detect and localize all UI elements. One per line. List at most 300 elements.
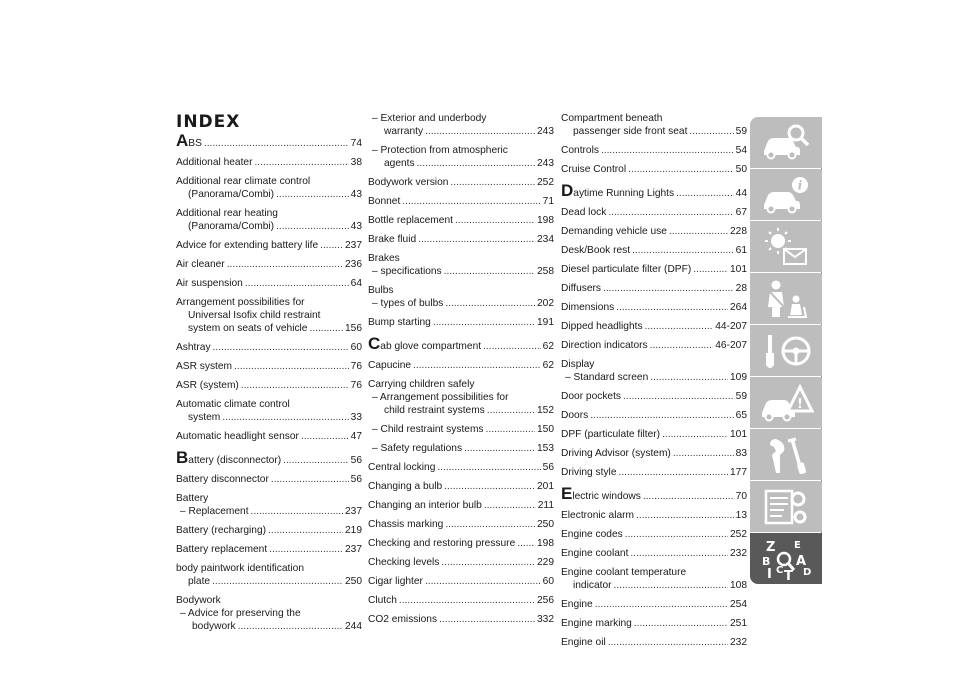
dot-leader (439, 613, 535, 626)
dot-leader (603, 282, 734, 295)
index-letter-i: I (767, 566, 772, 581)
dot-leader (227, 258, 343, 271)
index-entry-text: Universal Isofix child restraint (188, 310, 321, 321)
page-number: 13 (735, 510, 747, 521)
dot-leader (487, 404, 535, 417)
index-entry[interactable] (176, 175, 362, 201)
page-number: 54 (735, 145, 747, 156)
dot-leader (650, 339, 714, 352)
index-entry[interactable] (368, 359, 554, 372)
index-entry[interactable] (561, 636, 747, 649)
index-entry-text: Changing a bulb (368, 481, 443, 492)
page-number: 43 (350, 221, 362, 232)
page-number: 198 (537, 538, 554, 549)
dot-leader (212, 575, 343, 588)
index-entry-text: – Safety regulations (372, 443, 463, 454)
index-entry-text: agents (384, 158, 415, 169)
index-entry[interactable] (176, 258, 362, 271)
index-entry[interactable] (176, 156, 362, 169)
index-entry[interactable] (561, 466, 747, 479)
index-entry-text: Diffusers (561, 283, 602, 294)
index-entry[interactable] (176, 131, 362, 150)
dot-leader (517, 537, 535, 550)
index-entry[interactable] (176, 562, 362, 588)
index-entry-text: DPF (particulate filter) (561, 429, 661, 440)
index-entry-text: – Arrangement possibilities for (372, 392, 509, 403)
dot-leader (608, 636, 728, 649)
dot-leader (601, 144, 734, 157)
dot-leader (254, 156, 348, 169)
page-number: 264 (730, 302, 747, 313)
dot-leader (608, 206, 733, 219)
page-number: 153 (537, 443, 554, 454)
page-number: 74 (350, 138, 362, 149)
index-entry-text: Additional rear climate control (176, 176, 311, 187)
index-entry-text: Carrying children safely (368, 379, 475, 390)
index-entry[interactable] (176, 448, 362, 467)
index-entry-text: Additional rear heating (176, 208, 278, 219)
dot-leader (625, 528, 728, 541)
index-entry[interactable] (368, 423, 554, 436)
page-number: 191 (537, 317, 554, 328)
index-entry-text: Battery replacement (176, 544, 268, 555)
index-entry[interactable] (176, 543, 362, 556)
index-entry-text: system on seats of vehicle (188, 323, 308, 334)
index-entry[interactable] (561, 547, 747, 560)
index-entry[interactable] (561, 339, 747, 352)
index-entry[interactable] (561, 409, 747, 422)
page-number: 243 (537, 126, 554, 137)
index-entry[interactable] (368, 144, 554, 170)
page-number: 46-207 (715, 340, 747, 351)
index-entry-text: Central locking (368, 462, 436, 473)
page-number: 44-207 (715, 321, 747, 332)
page-number: 62 (542, 360, 554, 371)
index-entry-text: Checking and restoring pressure (368, 538, 516, 549)
car-search-icon (758, 121, 814, 165)
page-number: 237 (345, 506, 362, 517)
dot-leader (425, 575, 541, 588)
index-entry[interactable] (368, 613, 554, 626)
dot-leader (222, 411, 348, 424)
index-entry[interactable] (368, 316, 554, 329)
index-entry[interactable] (176, 379, 362, 392)
page-number: 33 (350, 412, 362, 423)
index-entry[interactable] (368, 233, 554, 246)
dot-leader (269, 543, 343, 556)
dot-leader (643, 490, 734, 503)
index-entry-text: Dead lock (561, 207, 607, 218)
index-entry[interactable] (368, 556, 554, 569)
index-entry[interactable] (561, 206, 747, 219)
page-title: INDEX (176, 112, 241, 132)
index-entry[interactable] (176, 277, 362, 290)
index-entry-text: Dipped headlights (561, 321, 643, 332)
index-entry-text: attery (disconnector) (188, 455, 282, 466)
index-entry-text: Compartment beneath (561, 113, 663, 124)
index-entry[interactable] (368, 518, 554, 531)
index-entry[interactable] (176, 341, 362, 354)
section-initial-letter: E (561, 484, 573, 503)
index-column-3 (561, 112, 747, 655)
page-number: 177 (730, 467, 747, 478)
dot-leader (417, 157, 535, 170)
index-entry[interactable] (561, 566, 747, 592)
index-entry[interactable] (368, 176, 554, 189)
index-entry-text: Battery disconnector (176, 474, 269, 485)
index-entry[interactable] (561, 244, 747, 257)
index-entry-text: Changing an interior bulb (368, 500, 482, 511)
index-entry[interactable] (561, 598, 747, 611)
dot-leader (238, 620, 343, 633)
index-entry-text: – Exterior and underbody (372, 113, 487, 124)
index-entry-text: Engine marking (561, 618, 632, 629)
page-number: 101 (730, 429, 747, 440)
dot-leader (399, 594, 535, 607)
page-number: 43 (350, 189, 362, 200)
page-number: 258 (537, 266, 554, 277)
dot-leader (464, 442, 535, 455)
dot-leader (630, 547, 728, 560)
index-entry-text: system (188, 412, 221, 423)
dot-leader (595, 598, 728, 611)
car-info-icon (758, 173, 814, 217)
index-entry-text: warranty (384, 126, 424, 137)
dot-leader (445, 297, 535, 310)
index-entry-text: (Panorama/Combi) (188, 189, 275, 200)
index-entry-text: indicator (573, 580, 612, 591)
page-number: 229 (537, 557, 554, 568)
page-number: 236 (345, 259, 362, 270)
index-entry[interactable] (368, 284, 554, 310)
index-entry[interactable] (176, 473, 362, 486)
page-number: 234 (537, 234, 554, 245)
index-entry[interactable] (561, 163, 747, 176)
index-entry-text: Battery (recharging) (176, 525, 267, 536)
index-entry[interactable] (561, 509, 747, 522)
index-entry[interactable] (561, 390, 747, 403)
dot-leader (418, 233, 535, 246)
page-number: 108 (730, 580, 747, 591)
index-entry-text: Battery (176, 493, 209, 504)
index-entry[interactable] (368, 594, 554, 607)
dot-leader (213, 341, 349, 354)
dot-leader (632, 244, 734, 257)
dot-leader (204, 137, 349, 150)
index-entry-text: aytime Running Lights (573, 188, 675, 199)
index-entry-text: ASR system (176, 361, 233, 372)
index-entry-text: Clutch (368, 595, 397, 606)
dot-leader (669, 225, 728, 238)
index-entry-text: Driving Advisor (system) (561, 448, 671, 459)
page-number: 50 (735, 164, 747, 175)
dot-leader (241, 379, 349, 392)
page-number: 251 (730, 618, 747, 629)
index-entry-text: Doors (561, 410, 589, 421)
page-number: 150 (537, 424, 554, 435)
dot-leader (483, 340, 541, 353)
index-letter-c: C (776, 564, 784, 576)
tab-index[interactable] (750, 533, 822, 584)
dot-leader (484, 499, 536, 512)
section-tabs (750, 117, 822, 585)
index-entry[interactable] (561, 428, 747, 441)
svg-text:i: i (797, 178, 803, 192)
dot-leader (636, 509, 734, 522)
index-entry-text: Diesel particulate filter (DPF) (561, 264, 692, 275)
index-entry[interactable] (561, 484, 747, 503)
page-number: 156 (345, 323, 362, 334)
dot-leader (616, 301, 728, 314)
dot-leader (276, 188, 349, 201)
index-entry[interactable] (176, 492, 362, 518)
index-entry[interactable] (368, 575, 554, 588)
index-entry[interactable] (561, 617, 747, 630)
page-number: 201 (537, 481, 554, 492)
index-entry[interactable] (561, 181, 747, 200)
index-entry-text: Automatic climate control (176, 399, 290, 410)
index-entry[interactable] (176, 594, 362, 633)
index-entry[interactable] (561, 320, 747, 333)
page-number: 250 (537, 519, 554, 530)
index-entry[interactable] (368, 252, 554, 278)
svg-text:!: ! (797, 396, 803, 412)
index-entry[interactable] (561, 263, 747, 276)
index-entry-text: – Replacement (180, 506, 249, 517)
index-entry-text: (Panorama/Combi) (188, 221, 275, 232)
index-entry[interactable] (176, 524, 362, 537)
page-number: 244 (345, 621, 362, 632)
dot-leader (623, 390, 734, 403)
index-entry[interactable] (368, 334, 554, 353)
page-number: 101 (730, 264, 747, 275)
page-number: 228 (730, 226, 747, 237)
tab-starting-driving[interactable] (750, 325, 822, 376)
page-number: 67 (735, 207, 747, 218)
index-entry[interactable] (176, 239, 362, 252)
index-entry[interactable] (561, 225, 747, 238)
tab-technical-specifications[interactable] (750, 481, 822, 532)
tab-vehicle-knowledge[interactable] (750, 117, 822, 168)
page-number: 61 (735, 245, 747, 256)
index-entry[interactable] (176, 398, 362, 424)
page-number: 250 (345, 576, 362, 587)
index-entry-text: Advice for extending battery life (176, 240, 319, 251)
dot-leader (662, 428, 728, 441)
index-entry-text: BS (188, 138, 202, 149)
index-letter-b: B (762, 554, 771, 568)
tools-icon (758, 433, 814, 477)
key-steering-wheel-icon (758, 329, 814, 373)
tab-emergency[interactable] (750, 377, 822, 428)
page-number: 28 (735, 283, 747, 294)
index-entry[interactable] (368, 214, 554, 227)
dot-leader (320, 239, 343, 252)
tab-maintenance[interactable] (750, 429, 822, 480)
page-number: 219 (345, 525, 362, 536)
section-initial-letter: B (176, 448, 189, 467)
index-entry-text: – Protection from atmospheric (372, 145, 508, 156)
page-number: 71 (542, 196, 554, 207)
dot-leader (689, 125, 733, 138)
page-number: 109 (730, 372, 747, 383)
page-number: 70 (735, 491, 747, 502)
dot-leader (486, 423, 535, 436)
index-entry[interactable] (561, 301, 747, 314)
index-entry-text: Engine codes (561, 529, 623, 540)
index-entry[interactable] (368, 461, 554, 474)
index-entry[interactable] (176, 207, 362, 233)
index-entry-text: Desk/Book rest (561, 245, 631, 256)
index-entry[interactable] (561, 282, 747, 295)
index-entry[interactable] (561, 358, 747, 384)
index-entry-text: Automatic headlight sensor (176, 431, 299, 442)
page-number: 198 (537, 215, 554, 226)
dot-leader (276, 220, 349, 233)
page-number: 76 (350, 361, 362, 372)
index-entry-text: Engine coolant temperature (561, 567, 687, 578)
index-entry[interactable] (176, 296, 362, 335)
page-number: 252 (730, 529, 747, 540)
page-number: 252 (537, 177, 554, 188)
data-sheet-gear-icon (758, 485, 814, 529)
dot-leader (425, 125, 535, 138)
tab-safety[interactable] (750, 273, 822, 324)
index-entry-text: Bulbs (368, 285, 394, 296)
index-entry-text: Door pockets (561, 391, 622, 402)
dot-leader (245, 277, 349, 290)
page-number: 64 (350, 278, 362, 289)
index-entry[interactable] (368, 195, 554, 208)
index-entry-text: Bump starting (368, 317, 431, 328)
dot-leader (445, 518, 535, 531)
tab-warning-lights[interactable] (750, 221, 822, 272)
index-entry-text: plate (188, 576, 211, 587)
seatbelt-child-icon (758, 277, 814, 321)
index-entry[interactable] (368, 537, 554, 550)
index-entry-text: lectric windows (572, 491, 641, 502)
index-entry-text: Cruise Control (561, 164, 627, 175)
light-mail-icon (758, 225, 814, 269)
dot-leader (450, 176, 535, 189)
page-number: 202 (537, 298, 554, 309)
index-letter-z: Z (766, 539, 776, 555)
dot-leader (283, 454, 349, 467)
dot-leader (309, 322, 343, 335)
dot-leader (455, 214, 535, 227)
page-number: 254 (730, 599, 747, 610)
index-entry-text: – Standard screen (565, 372, 649, 383)
index-entry-text: Bodywork version (368, 177, 449, 188)
page-number: 211 (537, 500, 554, 511)
dot-leader (433, 316, 535, 329)
index-entry-text: Chassis marking (368, 519, 444, 530)
index-entry-text: Cigar lighter (368, 576, 423, 587)
page-number: 83 (735, 448, 747, 459)
index-entry-text: Driving style (561, 467, 617, 478)
index-entry-text: – specifications (372, 266, 442, 277)
index-entry-text: ASR (system) (176, 380, 239, 391)
index-entry-text: Display (561, 359, 595, 370)
index-letter-d: D (803, 566, 812, 578)
index-letter-t: T (784, 568, 793, 581)
index-entry[interactable] (561, 447, 747, 460)
page-number: 232 (730, 637, 747, 648)
index-entry-text: Air suspension (176, 278, 243, 289)
index-entry-text: child restraint systems (384, 405, 485, 416)
index-entry-text: – Child restraint systems (372, 424, 484, 435)
dot-leader (693, 263, 728, 276)
index-entry-text: Ashtray (176, 342, 211, 353)
index-entry[interactable] (368, 480, 554, 493)
index-entry-text: passenger side front seat (573, 126, 688, 137)
index-entry-text: Engine coolant (561, 548, 629, 559)
dot-leader (628, 163, 734, 176)
index-entry[interactable] (368, 378, 554, 417)
tab-dashboard[interactable] (750, 169, 822, 220)
dot-leader (268, 524, 343, 537)
dot-leader (444, 265, 535, 278)
index-letter-a: A (796, 553, 807, 569)
index-entry-text: Brakes (368, 253, 400, 264)
index-entry-text: Controls (561, 145, 599, 156)
page-number: 237 (345, 544, 362, 555)
dot-leader (301, 430, 349, 443)
section-initial-letter: A (176, 131, 189, 150)
page-number: 256 (537, 595, 554, 606)
index-entry[interactable] (561, 112, 747, 138)
index-entry[interactable] (368, 499, 554, 512)
page-number: 332 (537, 614, 554, 625)
index-entry[interactable] (176, 360, 362, 373)
index-entry-text: Checking levels (368, 557, 440, 568)
index-entry[interactable] (176, 430, 362, 443)
index-entry[interactable] (368, 442, 554, 455)
index-entry-text: Direction indicators (561, 340, 648, 351)
section-initial-letter: C (368, 334, 381, 353)
dot-leader (645, 320, 714, 333)
index-entry-text: – Advice for preserving the (180, 608, 301, 619)
index-entry[interactable] (561, 144, 747, 157)
index-entry-text: body paintwork identification (176, 563, 304, 574)
index-entry-text: Engine oil (561, 637, 606, 648)
page-number: 76 (350, 380, 362, 391)
page-number: 56 (350, 474, 362, 485)
page-number: 152 (537, 405, 554, 416)
page-number: 65 (735, 410, 747, 421)
alphabetical-index-icon (758, 537, 814, 581)
index-entry-text: Dimensions (561, 302, 615, 313)
index-entry-text: Electronic alarm (561, 510, 635, 521)
index-entry[interactable] (368, 112, 554, 138)
page-number: 60 (542, 576, 554, 587)
index-entry-text: Air cleaner (176, 259, 225, 270)
index-entry[interactable] (561, 528, 747, 541)
index-entry-text: Bodywork (176, 595, 221, 606)
index-entry-text: Arrangement possibilities for (176, 297, 305, 308)
index-column-2 (368, 112, 554, 632)
page-number: 237 (345, 240, 362, 251)
section-initial-letter: D (561, 181, 574, 200)
index-letter-e: E (794, 539, 801, 551)
dot-leader (413, 359, 541, 372)
dot-leader (673, 447, 734, 460)
page-number: 60 (350, 342, 362, 353)
index-entry-text: Brake fluid (368, 234, 417, 245)
dot-leader (444, 480, 535, 493)
page-number: 232 (730, 548, 747, 559)
index-column-1 (176, 131, 362, 639)
